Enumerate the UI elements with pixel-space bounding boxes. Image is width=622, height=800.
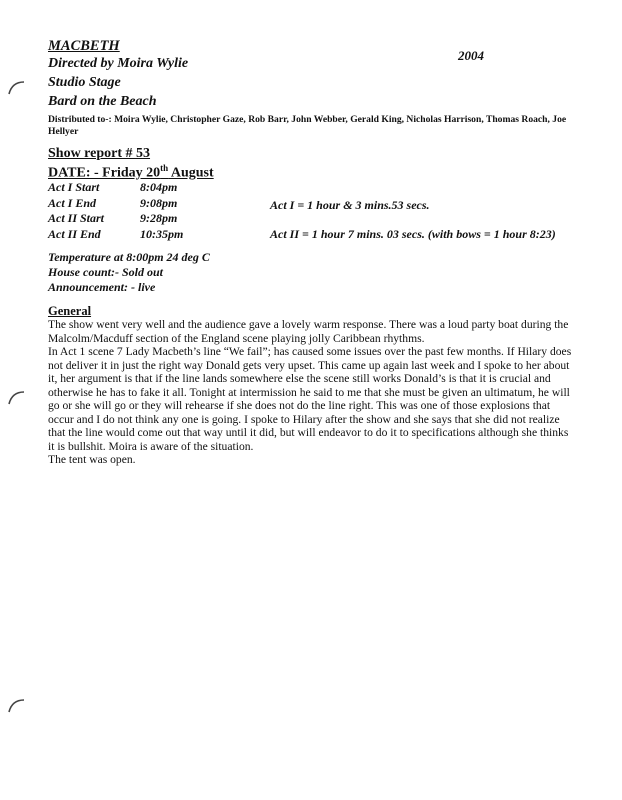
play-title: MACBETH: [48, 38, 120, 54]
distribution-list: Distributed to-: Moira Wylie, Christopher Gaze, Rob Barr, John Webber, Gerald King, Nicholas Harrison, Thomas Roach, Joe Hellyer: [48, 114, 567, 137]
note-paragraph: The show went very well and the audience gave a lovely warm response. There was a loud party boat during the Malcolm/Macduff section of the England scene playing jolly Caribbean rhythms.: [48, 318, 569, 345]
time-label: Act I Start: [48, 180, 100, 194]
date-ordinal: th: [160, 163, 169, 173]
time-label: Act II Start: [48, 211, 105, 225]
year: 2004: [458, 48, 484, 63]
time-row: [48, 227, 183, 243]
report-number: Show report # 53: [48, 146, 151, 161]
note-paragraph: The tent was open.: [48, 453, 136, 466]
binder-hole-mark-top: [6, 76, 28, 98]
time-value: 9:28pm: [140, 211, 178, 225]
time-label: Act I End: [48, 195, 97, 210]
general-notes: [48, 318, 576, 467]
general-heading: General: [48, 304, 92, 318]
act1-duration: Act I = 1 hour & 3 mins.53 secs.: [270, 198, 430, 212]
temperature: Temperature at 8:00pm 24 deg C: [48, 250, 210, 264]
report-date: [48, 163, 214, 182]
time-row: [48, 211, 183, 227]
director: Directed by Moira Wylie: [48, 56, 189, 71]
date-month: August: [168, 165, 214, 181]
show-info: [48, 250, 210, 295]
stage: Studio Stage: [48, 75, 121, 90]
house-count: House count:- Sold out: [48, 265, 164, 279]
time-value: 9:08pm: [140, 195, 178, 210]
time-row: [48, 196, 183, 212]
act2-duration: Act II = 1 hour 7 mins. 03 secs. (with bows = 1 hour 8:23): [270, 227, 556, 241]
date-prefix: DATE: - Friday 20: [48, 165, 161, 181]
time-row: [48, 180, 183, 196]
time-value: 10:35pm: [140, 226, 184, 241]
binder-hole-mark-middle: [6, 386, 28, 408]
company: Bard on the Beach: [48, 94, 157, 109]
note-paragraph: In Act 1 scene 7 Lady Macbeth’s line “We fail”; has caused some issues over the past few months. If Hilary does not deliver it in just the right way Donald gets very upset. This came up again last week and I spoke to her about it, her argument is that if the line lands somewhere else the scene still works Donald’s is that it is crucial and otherwise he has to fake it all. Tonight at intermission he said to me that she must be given an ultimatum, he will go or she will go or they will rehearse if she does not do the line right. This was one of those explosions that occur and I do not think any one is going. I spoke to Hilary after the show and she says that she did not realize that the line would come out that way until it did, but will endeavor to do it to specifications although she thinks it is bullshit. Moira is aware of the situation.: [48, 345, 572, 453]
binder-hole-mark-bottom: [6, 694, 28, 716]
time-value: 8:04pm: [140, 180, 178, 194]
time-label: Act II End: [48, 226, 101, 241]
act-times: [48, 180, 183, 242]
announcement: Announcement: - live: [48, 280, 156, 294]
